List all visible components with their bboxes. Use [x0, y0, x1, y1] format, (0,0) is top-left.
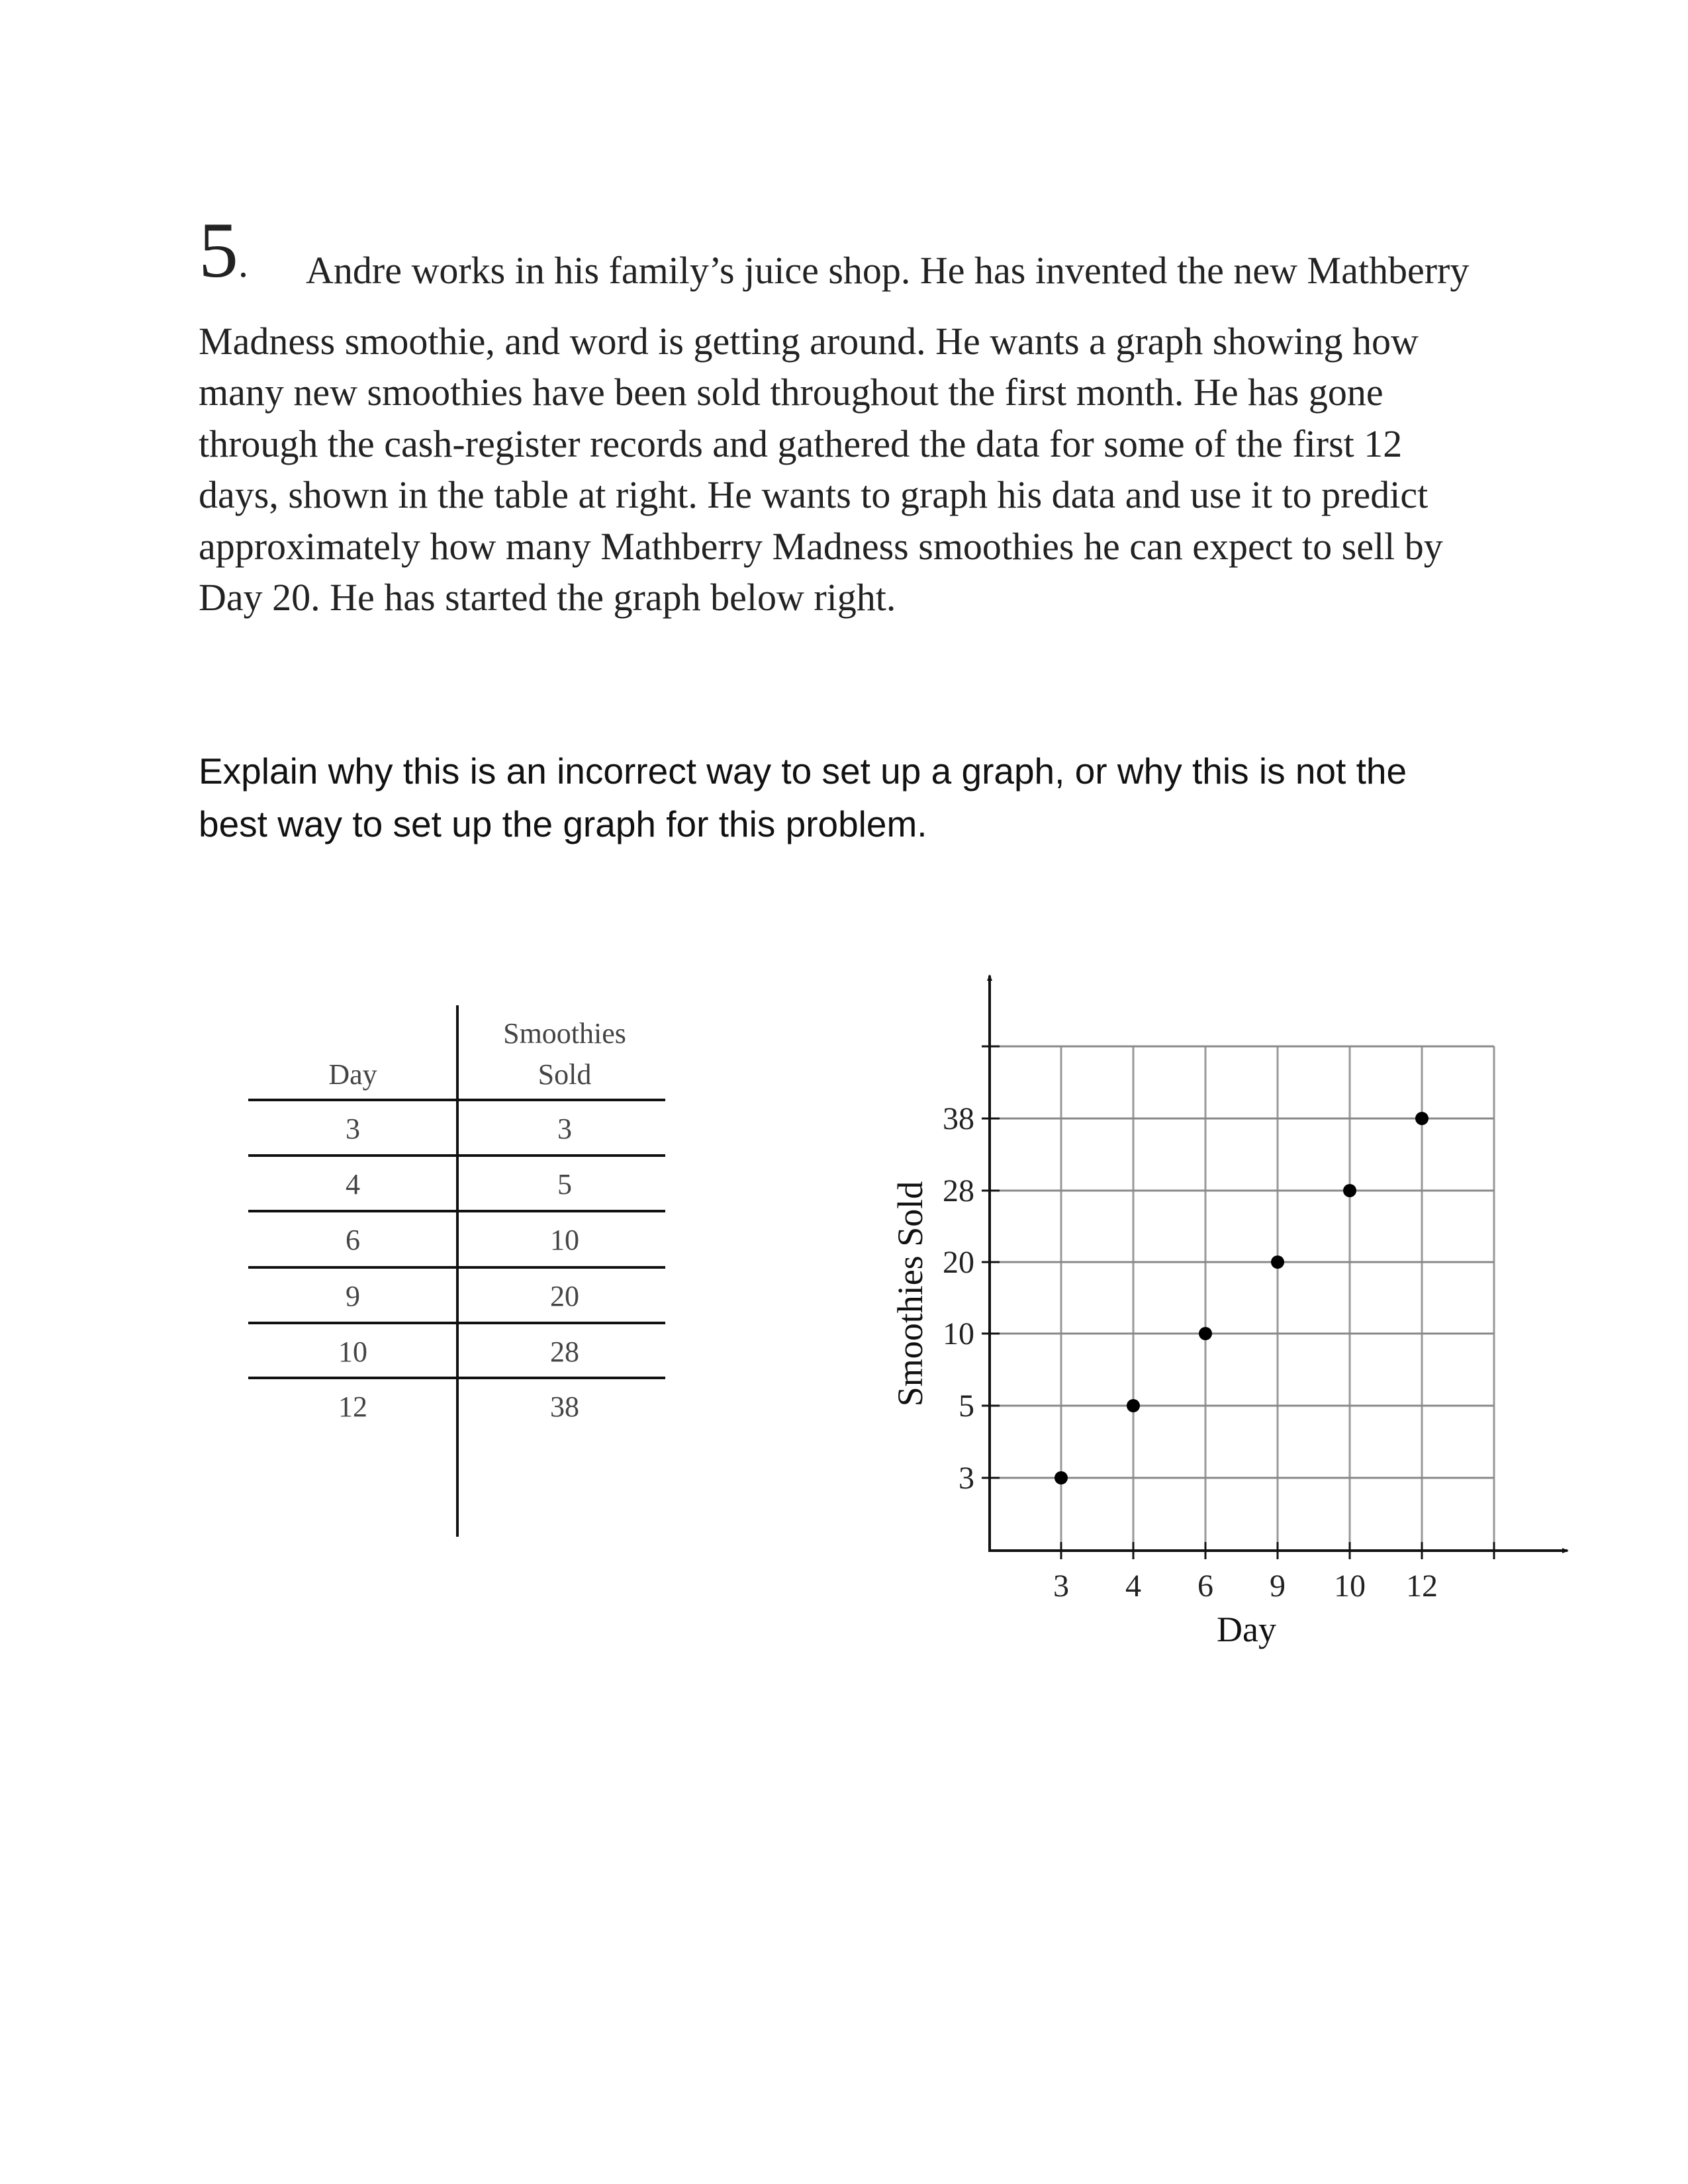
table-cell-sold: 3	[557, 1113, 572, 1145]
question-number	[199, 206, 248, 294]
data-point	[1271, 1255, 1284, 1269]
svg-text:6: 6	[1197, 1569, 1213, 1604]
data-point	[1055, 1471, 1068, 1484]
horizontal-gridlines	[990, 1046, 1494, 1478]
table-cell-day: 4	[346, 1168, 360, 1201]
paragraph-line-3: many new smoothies have been sold throughout the first month. He has gone	[199, 371, 1383, 414]
svg-text:9: 9	[1270, 1569, 1286, 1604]
svg-text:3: 3	[959, 1461, 974, 1496]
x-tick-labels	[1053, 1569, 1438, 1604]
paragraph-line-5: days, shown in the table at right. He wants to graph his data and use it to predict	[199, 473, 1429, 516]
data-point	[1199, 1327, 1212, 1340]
paragraph-line-6: approximately how many Mathberry Madness smoothies he can expect to sell by	[199, 525, 1443, 568]
table-cell-sold: 20	[550, 1280, 579, 1312]
vertical-gridlines	[1061, 1046, 1494, 1551]
table-row-divider	[248, 1377, 665, 1379]
table-cell-sold: 5	[557, 1168, 572, 1201]
svg-text:12: 12	[1406, 1569, 1438, 1604]
table-row-divider	[248, 1266, 665, 1269]
svg-text:3: 3	[1053, 1569, 1069, 1604]
svg-text:10: 10	[1334, 1569, 1366, 1604]
data-points	[1055, 1112, 1429, 1484]
table-header-sold-line2: Sold	[538, 1058, 592, 1091]
y-axis-title: Smoothies Sold	[890, 1181, 930, 1407]
table-cell-sold: 10	[550, 1224, 579, 1256]
svg-text:10: 10	[943, 1316, 974, 1351]
table-cell-day: 12	[338, 1390, 367, 1423]
question-number-value: 5	[199, 206, 238, 294]
table-cell-sold: 28	[550, 1336, 579, 1368]
y-axis-ticks	[982, 1046, 1000, 1478]
y-tick-labels	[943, 1101, 974, 1496]
table-header-sold-line1: Smoothies	[503, 1017, 626, 1050]
paragraph-line-4: through the cash-register records and gathered the data for some of the first 12	[199, 422, 1403, 465]
prompt-line-1: Explain why this is an incorrect way to set up a graph, or why this is not the	[199, 751, 1407, 792]
x-axis-ticks	[1061, 1542, 1494, 1559]
svg-text:20: 20	[943, 1245, 974, 1280]
x-axis-title: Day	[1217, 1610, 1276, 1649]
data-point	[1127, 1399, 1140, 1412]
data-point	[1343, 1184, 1356, 1197]
svg-text:38: 38	[943, 1101, 974, 1136]
table-cell-sold: 38	[550, 1390, 579, 1423]
table-row-divider	[248, 1154, 665, 1157]
svg-text:28: 28	[943, 1173, 974, 1208]
table-cell-day: 6	[346, 1224, 360, 1256]
paragraph-line-7: Day 20. He has started the graph below right.	[199, 576, 896, 619]
table-cell-day: 3	[346, 1113, 360, 1145]
table-header-divider	[248, 1099, 665, 1101]
prompt-line-2: best way to set up the graph for this problem.	[199, 803, 927, 844]
data-point	[1415, 1112, 1429, 1125]
table-cell-day: 10	[338, 1336, 367, 1368]
table-column-divider	[456, 1005, 459, 1537]
paragraph-line-2: Madness smoothie, and word is getting around. He wants a graph showing how	[199, 320, 1419, 363]
question-number-suffix: .	[238, 242, 248, 285]
svg-text:5: 5	[959, 1388, 974, 1424]
table-cell-day: 9	[346, 1280, 360, 1312]
table-header-day: Day	[328, 1058, 377, 1091]
table-row-divider	[248, 1210, 665, 1212]
table-row-divider	[248, 1322, 665, 1324]
paragraph-line-1: Andre works in his family’s juice shop. He has invented the new Mathberry	[306, 249, 1470, 292]
svg-text:4: 4	[1125, 1569, 1141, 1604]
